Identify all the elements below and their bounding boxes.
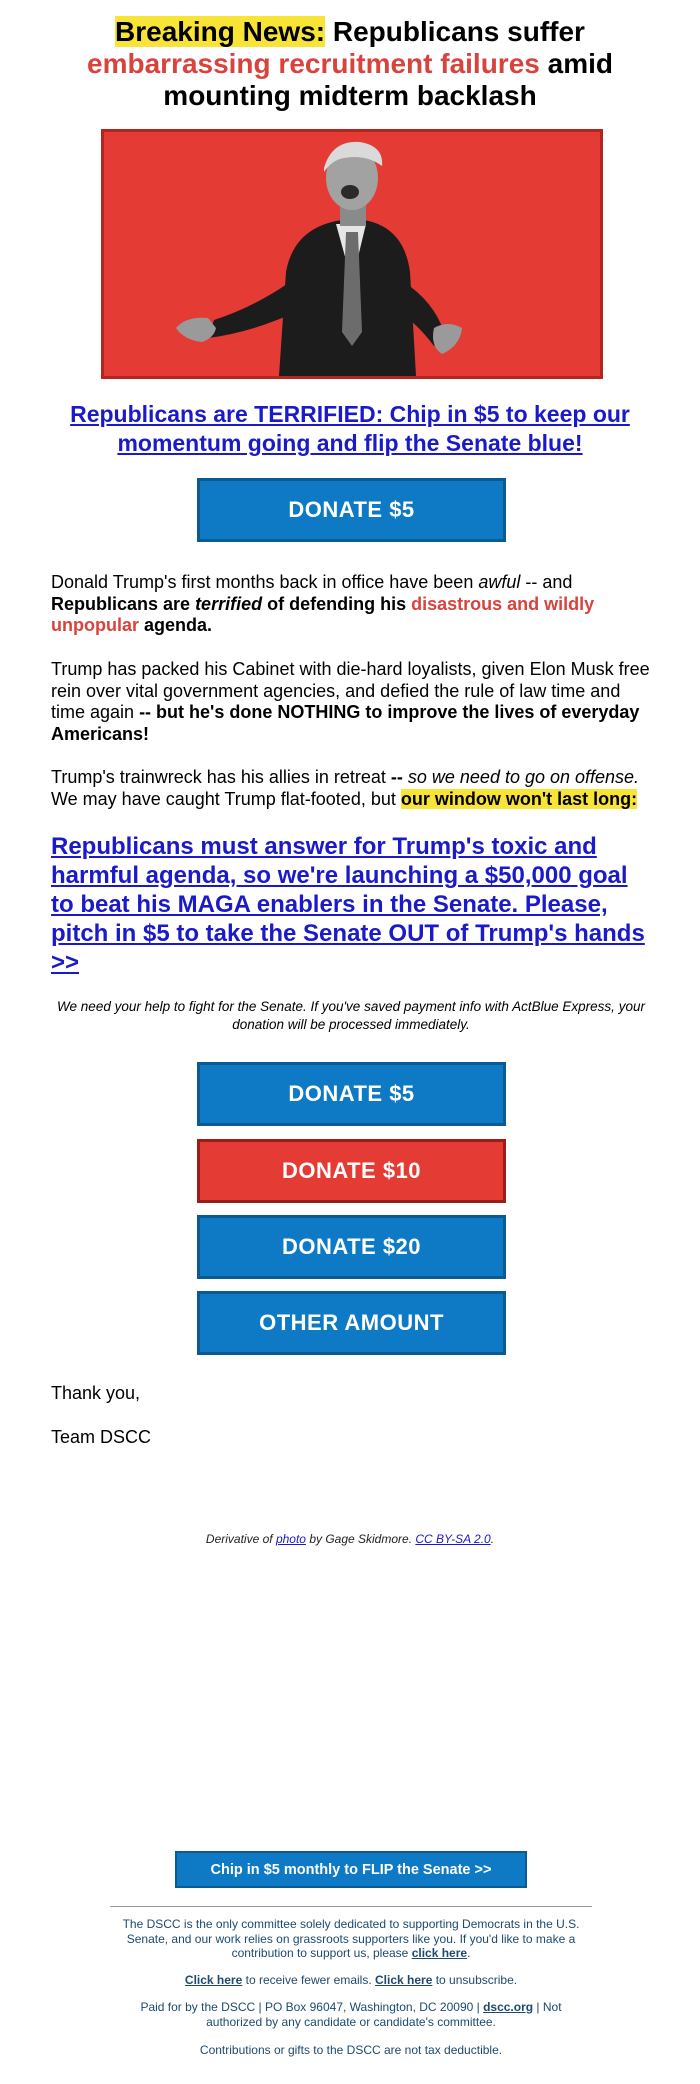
donate-5-button[interactable]: DONATE $5 [197,1062,506,1126]
donate-20-button[interactable]: DONATE $20 [197,1215,506,1279]
footer-about-text: The DSCC is the only committee solely dedicated to supporting Democrats in the U.S. Senate, and our work relies on grassroots supporters like you. If you'd like to make a contribution to support us, please [122,1917,580,1960]
donate-5-button-top[interactable]: DONATE $5 [197,478,506,542]
unsubscribe-link[interactable]: Click here [375,1973,433,1987]
footer-about [115,1917,587,1961]
top-donate-link[interactable]: Republicans are TERRIFIED: Chip in $5 to keep our momentum going and flip the Senate blue! [70,401,630,456]
p3-highlight: our window won't last long: [400,788,638,809]
paragraph-1 [51,572,651,637]
p2-text: Trump has packed his Cabinet with die-hard loyalists, given Elon Musk free rein over vital government agencies, and defied the rule of law time and time again [51,659,650,722]
headline-breaking-label: Breaking News: [115,16,326,47]
paid-for-text-2: | Not authorized by any candidate or candidate's committee. [206,2000,562,2029]
footer-about-end: . [467,1946,471,1960]
signoff-thanks: Thank you, [51,1383,141,1403]
footer-paid-for [115,2000,587,2029]
p1-bold-italic: terrified [195,593,263,614]
headline-text-end: amid mounting midterm backlash [163,48,613,111]
goal-donate-link[interactable]: Republicans must answer for Trump's toxic and harmful agenda, so we're launching a $50,000 goal to beat his MAGA enablers in the Senate. Please, pitch in $5 to take the Senate OUT of Trump's hands >> [51,833,645,976]
p1-text: Donald Trump's first months back in office have been [51,572,479,592]
paid-for-text: Paid for by the DSCC | PO Box 96047, Washington, DC 20090 | [140,2000,484,2014]
photo-credit [0,1532,700,1546]
credit-text-end: . [490,1532,495,1546]
p1-red-text: disastrous and wildly unpopular [51,593,595,635]
donate-10-button[interactable]: DONATE $10 [197,1139,506,1203]
credit-text-2: by Gage Skidmore. [305,1532,416,1546]
photo-link[interactable]: photo [275,1532,306,1546]
headline-highlight: embarrassing recruitment failures [87,48,540,79]
signoff-team: Team DSCC [51,1427,152,1447]
p2-bold: -- but he's done NOTHING to improve the lives of everyday Americans! [51,702,640,744]
paragraph-2 [51,659,651,745]
p1-italic: awful [478,572,521,592]
footer-divider [110,1906,592,1907]
hero-photo-illustration [104,132,600,376]
fewer-emails-text: to receive fewer emails. [242,1973,375,1987]
p3-italic: so we need to go on offense. [402,767,640,787]
hero-image[interactable] [101,129,603,379]
p1-text-2: -- and [520,572,573,592]
p3-bold-dash: -- [390,767,403,787]
footer-email-prefs [115,1973,587,1988]
p1-bold-2: of defending his [262,593,412,614]
p3-text-2: We may have caught Trump flat-footed, but [51,788,401,809]
headline [60,16,640,112]
credit-text: Derivative of [205,1532,276,1546]
unsubscribe-text: to unsubscribe. [432,1973,518,1987]
p1-bold: Republicans are [51,593,196,614]
other-amount-button[interactable]: OTHER AMOUNT [197,1291,506,1355]
fewer-emails-link[interactable]: Click here [184,1973,243,1987]
monthly-donate-button[interactable]: Chip in $5 monthly to FLIP the Senate >> [175,1851,527,1888]
dscc-site-link[interactable]: dscc.org [483,2000,534,2014]
actblue-note: We need your help to fight for the Senate. If you've saved payment info with ActBlue Express, your donation will be processed immediately. [57,999,645,1032]
license-link[interactable]: CC BY-SA 2.0 [415,1532,491,1546]
headline-text: Republicans suffer [325,16,585,47]
p1-bold-end: agenda. [139,615,213,635]
footer-tax-note: Contributions or gifts to the DSCC are not tax deductible. [199,2043,503,2057]
p3-text: Trump's trainwreck has his allies in retreat [51,767,391,787]
contribute-link[interactable]: click here [411,1946,468,1960]
paragraph-3 [51,767,651,810]
